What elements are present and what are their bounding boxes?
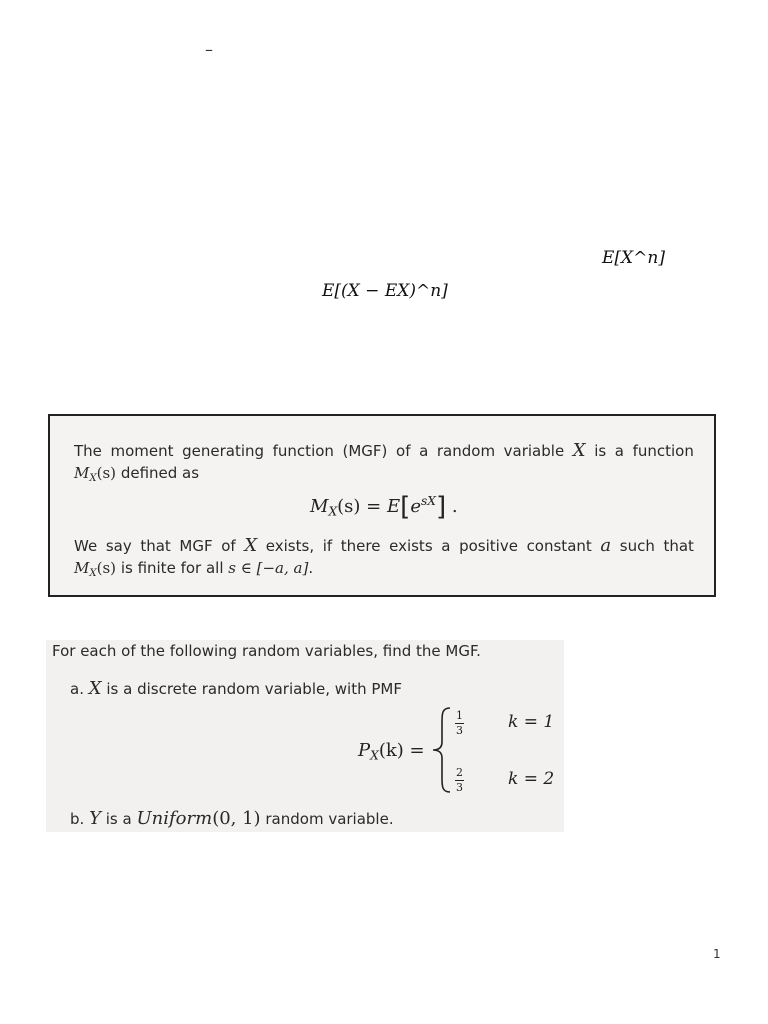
left-bracket: [	[400, 492, 411, 522]
word: X	[244, 535, 258, 556]
case-1-num: 1	[456, 709, 463, 722]
word: say	[105, 537, 132, 555]
formula-end: .	[446, 495, 458, 517]
pmf-lhs	[358, 740, 425, 763]
formula-lhs-sub: X	[328, 504, 338, 519]
word: constant	[526, 537, 592, 555]
case-1-fraction	[455, 710, 464, 737]
definition-line-1	[74, 440, 694, 462]
item-a-text: is a discrete random variable, with PMF	[106, 680, 402, 698]
header-dash: –	[205, 40, 213, 59]
item-b-params: (0, 1)	[212, 808, 261, 829]
problem-box	[46, 640, 564, 832]
mgf-arg-2: (s)	[96, 559, 117, 577]
word: exists,	[265, 537, 315, 555]
formula-exp-sup: sX	[420, 494, 436, 509]
item-b-dist: Uniform	[136, 808, 213, 829]
pmf-symbol: P	[358, 740, 371, 761]
word: a	[419, 442, 429, 460]
word: a	[600, 535, 612, 556]
word: if	[322, 537, 333, 555]
definition-line-2	[74, 462, 199, 490]
word: that	[663, 537, 694, 555]
case-1-den: 3	[456, 724, 463, 737]
case-2-condition: k = 2	[508, 769, 555, 789]
case-1-condition: k = 1	[508, 712, 555, 732]
central-moment-formula: E[(X − EX)^n]	[322, 281, 448, 301]
word: (MGF)	[342, 442, 388, 460]
mgf-symbol-2: M	[74, 559, 90, 577]
word: there	[340, 537, 381, 555]
right-bracket: ]	[435, 492, 447, 522]
raw-moment-formula: E[X^n]	[602, 248, 665, 268]
pmf-subscript: X	[370, 748, 379, 763]
mgf-formula	[310, 492, 458, 522]
element-of: ∈	[235, 559, 257, 577]
mgf-subscript-2: X	[89, 568, 97, 580]
mgf-arg: (s)	[96, 464, 117, 482]
defined-as-text: defined as	[120, 464, 200, 482]
page-number: 1	[713, 947, 721, 961]
word: X	[572, 440, 586, 461]
item-b-var: Y	[89, 808, 101, 829]
formula-arg: (s)	[337, 495, 361, 517]
word: a	[614, 442, 624, 460]
item-a-var: X	[88, 678, 102, 699]
word: function	[272, 442, 334, 460]
word: is	[594, 442, 607, 460]
pmf-arg: (k) =	[378, 740, 425, 761]
word: such	[619, 537, 655, 555]
word: exists	[389, 537, 433, 555]
mgf-symbol: M	[74, 464, 90, 482]
word: random	[436, 442, 496, 460]
case-2-fraction	[455, 767, 464, 794]
formula-exp-base: e	[410, 495, 421, 517]
word: function	[632, 442, 694, 460]
word: generating	[182, 442, 265, 460]
s-var: s	[228, 559, 236, 577]
word: MGF	[179, 537, 213, 555]
definition-line-4	[74, 557, 313, 585]
word: of	[221, 537, 236, 555]
case-2-num: 2	[456, 766, 463, 779]
word: moment	[110, 442, 174, 460]
formula-lhs: M	[310, 495, 329, 517]
definition-line-3	[74, 535, 694, 557]
left-brace-icon	[430, 706, 454, 794]
finite-text: is finite for all	[120, 559, 224, 577]
word: positive	[459, 537, 518, 555]
problem-item-b	[70, 808, 394, 829]
word: We	[74, 537, 98, 555]
case-2-den: 3	[456, 781, 463, 794]
word: The	[74, 442, 102, 460]
word: of	[396, 442, 411, 460]
item-b-label: b.	[70, 810, 85, 828]
formula-eq: = E	[360, 495, 401, 517]
mgf-definition-box	[48, 414, 716, 597]
word: a	[441, 537, 451, 555]
mgf-subscript: X	[89, 473, 97, 485]
item-b-text1: is a	[105, 810, 132, 828]
word: variable	[503, 442, 565, 460]
item-a-label: a.	[70, 680, 84, 698]
problem-intro: For each of the following random variables, find the MGF.	[52, 642, 481, 660]
word: that	[140, 537, 171, 555]
line4-end: .	[308, 559, 314, 577]
problem-item-a	[70, 678, 402, 699]
item-b-text2: random variable.	[265, 810, 394, 828]
interval: [−a, a]	[256, 559, 309, 577]
